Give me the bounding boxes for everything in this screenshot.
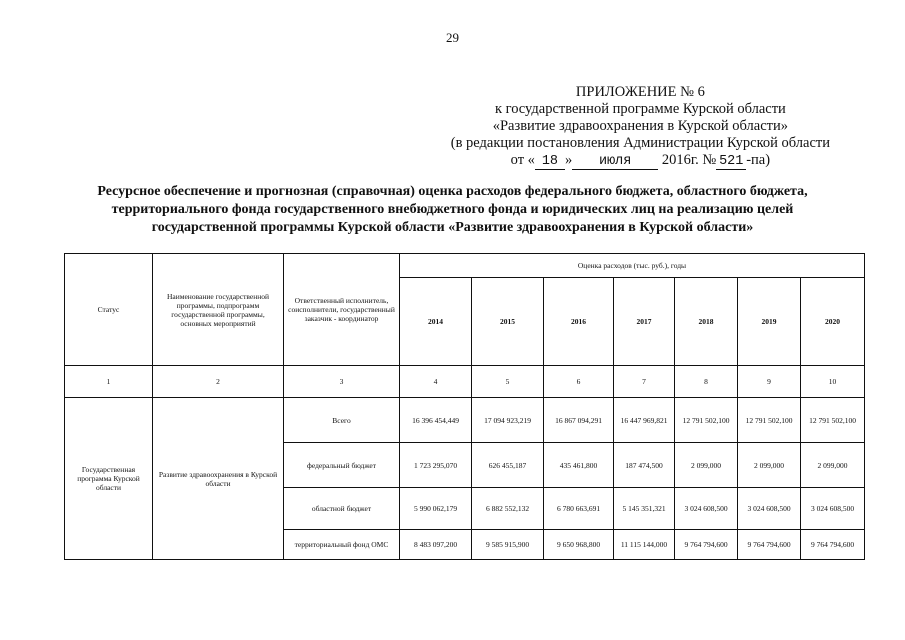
value-cell: 9 650 968,800 xyxy=(544,530,614,560)
program-value: Развитие здравоохранения в Курской области xyxy=(153,398,284,560)
funding-source: территориальный фонд ОМС xyxy=(284,530,400,560)
decree-suffix: -па) xyxy=(746,152,771,168)
value-cell: 2 099,000 xyxy=(675,443,738,488)
value-cell: 5 990 062,179 xyxy=(400,488,472,530)
header-status: Статус xyxy=(65,254,153,366)
value-cell: 187 474,500 xyxy=(614,443,675,488)
document-title-line-2: территориального фонда государственного внебюджетного фонда и юридических лиц на реализацию целей xyxy=(111,202,794,217)
value-cell: 9 764 794,600 xyxy=(738,530,801,560)
column-number: 4 xyxy=(400,366,472,398)
appendix-line-4: (в редакции постановления Администрации Курской области xyxy=(450,135,830,151)
value-cell: 9 764 794,600 xyxy=(675,530,738,560)
header-year: 2018 xyxy=(675,278,738,366)
value-cell: 11 115 144,000 xyxy=(614,530,675,560)
value-cell: 16 447 969,821 xyxy=(614,398,675,443)
column-number: 10 xyxy=(801,366,865,398)
appendix-title: ПРИЛОЖЕНИЕ № 6 xyxy=(575,84,705,100)
value-cell: 12 791 502,100 xyxy=(675,398,738,443)
column-number: 2 xyxy=(153,366,284,398)
value-cell: 16 396 454,449 xyxy=(400,398,472,443)
column-number: 3 xyxy=(284,366,400,398)
value-cell: 3 024 608,500 xyxy=(675,488,738,530)
header-year: 2014 xyxy=(400,278,472,366)
header-executor: Ответственный исполнитель, соисполнители, государственный заказчик - координатор xyxy=(284,254,400,366)
funding-source: областной бюджет xyxy=(284,488,400,530)
date-month: июля xyxy=(572,155,658,170)
appendix-date-line xyxy=(451,152,830,170)
column-number: 8 xyxy=(675,366,738,398)
decree-number: 521 xyxy=(716,155,746,170)
value-cell: 12 791 502,100 xyxy=(801,398,865,443)
appendix-line-2: к государственной программе Курской области xyxy=(494,101,786,117)
value-cell: 17 094 923,219 xyxy=(472,398,544,443)
header-year: 2020 xyxy=(801,278,865,366)
header-year: 2017 xyxy=(614,278,675,366)
document-title-line-3: государственной программы Курской области «Развитие здравоохранения в Курской области» xyxy=(151,220,754,235)
value-cell: 8 483 097,200 xyxy=(400,530,472,560)
budget-table xyxy=(64,253,865,560)
header-year: 2016 xyxy=(544,278,614,366)
date-day: 18 xyxy=(535,155,565,170)
value-cell: 626 455,187 xyxy=(472,443,544,488)
value-cell: 5 145 351,321 xyxy=(614,488,675,530)
header-year: 2019 xyxy=(738,278,801,366)
document-title-line-1: Ресурсное обеспечение и прогнозная (справочная) оценка расходов федерального бюджета, областного бюджета, xyxy=(97,184,808,199)
value-cell: 2 099,000 xyxy=(738,443,801,488)
value-cell: 1 723 295,070 xyxy=(400,443,472,488)
appendix-line-3: «Развитие здравоохранения в Курской области» xyxy=(492,118,788,134)
date-prefix: от « xyxy=(510,152,535,168)
header-program: Наименование государственной программы, подпрограмм государственной программы, основных мероприятий xyxy=(153,254,284,366)
value-cell: 9 764 794,600 xyxy=(801,530,865,560)
column-number: 6 xyxy=(544,366,614,398)
value-cell: 12 791 502,100 xyxy=(738,398,801,443)
funding-source: Всего xyxy=(284,398,400,443)
value-cell: 16 867 094,291 xyxy=(544,398,614,443)
funding-source: федеральный бюджет xyxy=(284,443,400,488)
column-number: 1 xyxy=(65,366,153,398)
value-cell: 6 780 663,691 xyxy=(544,488,614,530)
value-cell: 6 882 552,132 xyxy=(472,488,544,530)
value-cell: 3 024 608,500 xyxy=(801,488,865,530)
table-row xyxy=(65,398,865,443)
header-year: 2015 xyxy=(472,278,544,366)
page-number: 29 xyxy=(446,30,459,45)
date-year: 2016г. № xyxy=(661,152,717,168)
header-estimate: Оценка расходов (тыс. руб.), годы xyxy=(400,254,865,278)
value-cell: 3 024 608,500 xyxy=(738,488,801,530)
column-number: 5 xyxy=(472,366,544,398)
value-cell: 9 585 915,900 xyxy=(472,530,544,560)
appendix-block xyxy=(451,84,830,170)
document-title xyxy=(20,183,885,237)
column-number: 9 xyxy=(738,366,801,398)
value-cell: 2 099,000 xyxy=(801,443,865,488)
date-day-close: » xyxy=(564,152,573,168)
status-value: Государственная программа Курской области xyxy=(65,398,153,560)
column-number: 7 xyxy=(614,366,675,398)
value-cell: 435 461,800 xyxy=(544,443,614,488)
